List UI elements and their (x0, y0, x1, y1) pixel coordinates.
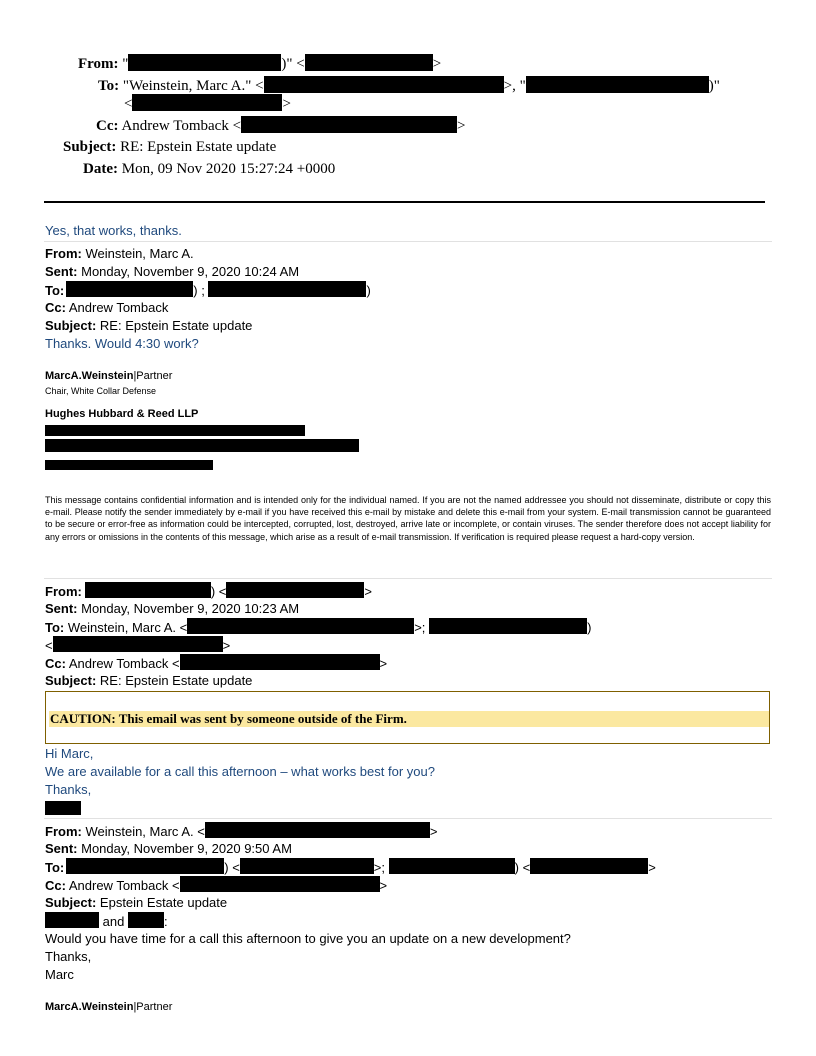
msg2-subject (45, 672, 252, 690)
msg3-to-a: ) < (224, 860, 240, 875)
redaction (226, 582, 364, 598)
redaction (45, 439, 359, 452)
header-to-name: "Weinstein, Marc A." < (122, 78, 264, 94)
msg3-greeting (45, 912, 168, 931)
redaction (85, 582, 211, 598)
header-from-gt: > (432, 56, 442, 72)
msg2-subject-value: RE: Epstein Estate update (99, 673, 253, 688)
redaction (53, 636, 223, 652)
header-subject-line (63, 138, 276, 156)
redaction (389, 858, 515, 874)
msg3-from (45, 822, 437, 841)
msg3-greet-colon: : (163, 914, 168, 929)
msg3-cc-label: Cc: (45, 878, 66, 893)
msg3-greet-and: and (102, 914, 125, 929)
msg3-subject-value: Epstein Estate update (99, 895, 228, 910)
msg3-from-label: From: (45, 824, 82, 839)
msg2-to-mid: >; (414, 620, 426, 635)
msg3-body-line: Thanks, (45, 949, 92, 964)
header-to-gt: > (282, 96, 291, 112)
msg1-cc-label: Cc: (45, 300, 66, 315)
header-to-lt: < (124, 96, 133, 112)
redaction (264, 76, 504, 93)
msg3-body-line: Would you have time for a call this afternoon to give you an update on a new development? (45, 931, 571, 946)
msg2-to (45, 618, 591, 637)
header-from-label: From: (78, 56, 119, 72)
redaction (45, 425, 305, 436)
msg1-subject-label: Subject: (45, 318, 97, 333)
signature2-name: MarcA.Weinstein (45, 1001, 134, 1013)
msg1-sent-value: Monday, November 9, 2020 10:24 AM (81, 264, 300, 279)
msg3-cc (45, 876, 387, 895)
msg2-body-line: Thanks, (45, 782, 92, 797)
header-cc-gt: > (457, 118, 466, 134)
msg2-to-label: To: (45, 620, 65, 635)
msg2-from-label: From: (45, 584, 82, 599)
redaction (45, 460, 213, 470)
msg3-to-label: To: (45, 860, 65, 875)
header-to-label: To: (98, 78, 120, 94)
msg2-from-end: > (364, 584, 372, 599)
redaction (132, 94, 282, 111)
msg2-to-end: ) (587, 620, 592, 635)
msg2-sent-value: Monday, November 9, 2020 10:23 AM (81, 601, 300, 616)
msg3-subject (45, 894, 227, 912)
header-cc-value: Andrew Tomback < (121, 118, 242, 134)
msg1-subject (45, 317, 252, 335)
msg3-cc-value: Andrew Tomback < (68, 878, 180, 893)
msg1-body: Thanks. Would 4:30 work? (45, 336, 199, 351)
redaction (187, 618, 414, 634)
signature-sep: | (133, 370, 137, 382)
redaction (429, 618, 587, 634)
msg3-to-d: > (648, 860, 656, 875)
msg3-body-line: Marc (45, 967, 74, 982)
msg3-from-gt: > (429, 824, 438, 839)
redaction (526, 76, 709, 93)
msg3-to (45, 858, 656, 877)
msg1-to-mid: ) ; (193, 283, 205, 298)
msg1-subject-value: RE: Epstein Estate update (99, 318, 253, 333)
header-to-end: )" (708, 78, 720, 94)
msg1-cc-value: Andrew Tomback (68, 300, 169, 315)
signature2-line (45, 1000, 172, 1014)
msg3-cc-gt: > (379, 878, 388, 893)
header-date-line (83, 160, 335, 178)
header-cc-label: Cc: (96, 118, 119, 134)
header-subject-value: RE: Epstein Estate update (120, 139, 277, 155)
signature2-role: Partner (136, 1001, 173, 1013)
redaction (241, 116, 457, 133)
signature2-sep: | (133, 1001, 137, 1013)
msg2-body-line: Hi Marc, (45, 746, 94, 761)
redaction (205, 822, 430, 838)
disclaimer: This message contains confidential information and is intended only for the individual named. If you are not the named addressee you should not disseminate, distribute or copy this e-mail. Please notify the sender immediately by e-mail if you have received this e-mail by mistake and delete this e-mail from your system. E-mail transmission cannot be guaranteed to be secure or error-free as information could be intercepted, corrupted, lost, destroyed, arrive late or incomplete, or contain viruses. The sender therefore does not accept liability for any errors or omissions in the contents of this message, which arise as a result of e-mail transmission. If verification is required please request a hard-copy version. (45, 495, 771, 542)
redaction (128, 912, 164, 928)
header-to-sep: >, " (503, 78, 526, 94)
msg3-subject-label: Subject: (45, 895, 97, 910)
caution-banner (45, 691, 770, 744)
redaction (66, 858, 224, 874)
header-date-value: Mon, 09 Nov 2020 15:27:24 +0000 (121, 161, 336, 177)
msg1-from-label: From: (45, 246, 82, 261)
msg1-to-label: To: (45, 283, 65, 298)
msg3-sent-value: Monday, November 9, 2020 9:50 AM (81, 841, 292, 856)
signature-role: Partner (136, 370, 173, 382)
msg2-to-line2 (45, 636, 230, 655)
header-to-line2 (124, 94, 291, 113)
redaction (530, 858, 648, 874)
msg2-to-value: Weinstein, Marc A. < (67, 620, 188, 635)
msg3-sent-label: Sent: (45, 841, 78, 856)
signature-line (45, 369, 172, 383)
msg1-to (45, 281, 371, 300)
header-subject-label: Subject: (63, 139, 117, 155)
header-rule (44, 201, 765, 203)
msg3-to-b: >; (373, 860, 386, 875)
separator (44, 578, 772, 579)
redaction (45, 801, 81, 815)
redaction (305, 54, 433, 71)
redaction (180, 876, 380, 892)
msg2-cc-label: Cc: (45, 656, 66, 671)
redaction (128, 54, 281, 71)
msg2-from-mid: ) < (210, 584, 227, 599)
msg1-sent-label: Sent: (45, 264, 78, 279)
msg3-from-value: Weinstein, Marc A. < (85, 824, 205, 839)
redaction (240, 858, 374, 874)
separator (44, 818, 772, 819)
header-from-line (78, 54, 441, 73)
msg2-sent-label: Sent: (45, 601, 78, 616)
header-to-line (98, 76, 720, 95)
header-cc-line (96, 116, 466, 135)
msg2-body-line: We are available for a call this afternoon – what works best for you? (45, 764, 435, 779)
caution-text: CAUTION: This email was sent by someone outside of the Firm. (49, 711, 769, 727)
signature-title: Chair, White Collar Defense (45, 386, 157, 396)
msg1-to-end: ) (366, 283, 371, 298)
separator (44, 241, 772, 242)
msg1-from-value: Weinstein, Marc A. (85, 246, 194, 261)
header-from-quote: " (122, 56, 129, 72)
msg2-cc-gt: > (379, 656, 388, 671)
msg2-from (45, 582, 372, 601)
signature-firm: Hughes Hubbard & Reed LLP (45, 408, 199, 420)
msg1-sent (45, 263, 299, 281)
msg2-to-gt: > (222, 638, 231, 653)
redaction (45, 912, 99, 928)
header-date-label: Date: (83, 161, 118, 177)
redaction (180, 654, 380, 670)
msg3-to-c: ) < (514, 860, 531, 875)
msg2-cc-value: Andrew Tomback < (68, 656, 180, 671)
redaction (66, 281, 193, 297)
signature-name: MarcA.Weinstein (45, 370, 134, 382)
msg2-cc (45, 654, 387, 673)
msg3-sent (45, 840, 292, 858)
reply-text: Yes, that works, thanks. (45, 223, 182, 238)
msg2-sent (45, 600, 299, 618)
msg2-subject-label: Subject: (45, 673, 97, 688)
header-from-punct: )" < (281, 56, 305, 72)
msg2-to-lt: < (45, 638, 53, 653)
msg1-cc (45, 299, 168, 317)
msg1-from (45, 245, 194, 263)
redaction (208, 281, 366, 297)
